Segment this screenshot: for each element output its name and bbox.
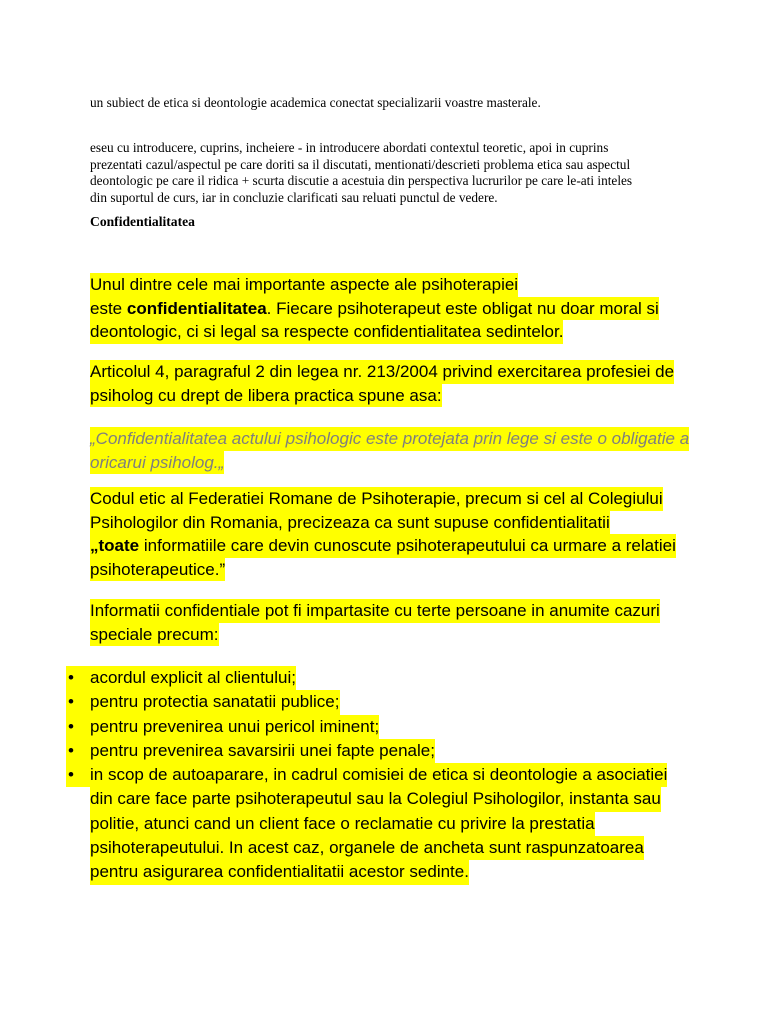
highlighted-text: din care face parte psihoterapeutul sau la Colegiul Psihologilor, instanta sau: [90, 787, 661, 811]
list-item-continuation: [66, 812, 667, 836]
highlighted-text: Psihologilor din Romania, precizeaza ca sunt supuse confidentialitatii: [90, 511, 610, 535]
paragraph-line: [90, 599, 660, 623]
quote-line: [90, 427, 689, 451]
paragraph-line: [90, 297, 659, 321]
highlighted-text: [90, 534, 676, 558]
highlighted-text: [66, 690, 340, 714]
list-item: [66, 739, 667, 763]
quote-line: [90, 451, 689, 475]
highlighted-text: deontologic, ci si legal sa respecte confidentialitatea sedintelor.: [90, 320, 563, 344]
list-item: [66, 763, 667, 787]
list-item-continuation: [66, 787, 667, 811]
highlighted-text: speciale precum:: [90, 623, 219, 647]
essay-heading: Confidentialitatea: [90, 214, 195, 229]
list-item-continuation: [66, 836, 667, 860]
list-item-text: pentru protectia sanatatii publice;: [90, 692, 340, 712]
highlighted-text: [90, 297, 659, 321]
highlighted-text: psiholog cu drept de libera practica spune asa:: [90, 384, 442, 408]
highlighted-text: Articolul 4, paragraful 2 din legea nr. 213/2004 privind exercitarea profesiei de: [90, 360, 674, 384]
list-item-text: pentru prevenirea savarsirii unei fapte penale;: [90, 740, 435, 760]
text-run: este: [90, 298, 127, 318]
list-item: [66, 715, 667, 739]
bullet-marker: •: [68, 668, 74, 687]
highlighted-text: politie, atunci cand un client face o reclamatie cu privire la prestatia: [90, 812, 595, 836]
paragraph-line: [90, 320, 659, 344]
paragraph-line: [90, 558, 676, 582]
highlighted-text: psihoterapeutice.”: [90, 558, 225, 582]
list-item: [66, 690, 667, 714]
instructions-line: prezentati cazul/aspectul pe care doriti sa il discutati, mentionati/descrieti problema etica sau aspectul: [90, 156, 631, 172]
highlighted-text: [66, 739, 435, 763]
instructions-line: din suportul de curs, iar in concluzie clarificati sau reluati punctul de vedere.: [90, 189, 498, 205]
paragraph-line: [90, 487, 676, 511]
paragraph-line: [90, 511, 676, 535]
instructions-line: eseu cu introducere, cuprins, incheiere - in introducere abordati contextul teoretic, apoi in cuprins: [90, 140, 609, 155]
assignment-instructions: [90, 140, 632, 206]
text-run: . Fiecare psihoterapeut este obligat nu doar moral si: [266, 298, 659, 318]
paragraph-law-reference: [90, 360, 674, 407]
highlighted-quote-text: oricarui psiholog.„: [90, 451, 224, 475]
highlighted-text: Codul etic al Federatiei Romane de Psihoterapie, precum si cel al Colegiului: [90, 487, 663, 511]
bold-term: „toate: [90, 536, 140, 555]
list-item-continuation: [66, 860, 667, 884]
exceptions-bullet-list: [66, 666, 667, 885]
bold-term: confidentialitatea: [126, 298, 267, 318]
highlighted-text: [66, 715, 379, 739]
paragraph-line: [90, 534, 676, 558]
law-quote: [90, 427, 689, 474]
paragraph-line: [90, 273, 659, 297]
bullet-marker: •: [68, 692, 74, 712]
highlighted-text: Informatii confidentiale pot fi impartasite cu terte persoane in anumite cazuri: [90, 599, 660, 623]
paragraph-line: [90, 360, 674, 384]
list-item-text: in scop de autoaparare, in cadrul comisiei de etica si deontologie a asociatiei: [90, 765, 668, 785]
paragraph-line: [90, 384, 674, 408]
paragraph-intro: [90, 273, 659, 344]
highlighted-quote-text: „Confidentialitatea actului psihologic este protejata prin lege si este o obligatie a: [90, 427, 689, 451]
paragraph-exceptions-intro: [90, 599, 660, 646]
text-run: informatiile care devin cunoscute psihoterapeutului ca urmare a relatiei: [139, 536, 676, 555]
paragraph-line: [90, 623, 660, 647]
list-item: [66, 666, 667, 690]
bullet-marker: •: [68, 716, 74, 736]
assignment-topic-note: un subiect de etica si deontologie academica conectat specializarii voastre masterale.: [90, 95, 541, 110]
list-item-text: pentru prevenirea unui pericol iminent;: [90, 716, 380, 736]
bullet-marker: •: [68, 765, 74, 785]
paragraph-ethics-code: [90, 487, 676, 581]
instructions-line: deontologic pe care il ridica + scurta discutie a acestuia din perspectiva lucrurilor pe care le-ati inteles: [90, 173, 633, 188]
list-item-text: acordul explicit al clientului;: [90, 668, 296, 687]
bullet-marker: •: [68, 740, 74, 760]
highlighted-text: [66, 666, 296, 690]
highlighted-text: Unul dintre cele mai importante aspecte ale psihoterapiei: [90, 273, 518, 297]
highlighted-text: psihoterapeutului. In acest caz, organele de ancheta sunt raspunzatoarea: [90, 836, 644, 860]
highlighted-text: [66, 763, 667, 787]
highlighted-text: pentru asigurarea confidentialitatii acestor sedinte.: [90, 860, 469, 884]
